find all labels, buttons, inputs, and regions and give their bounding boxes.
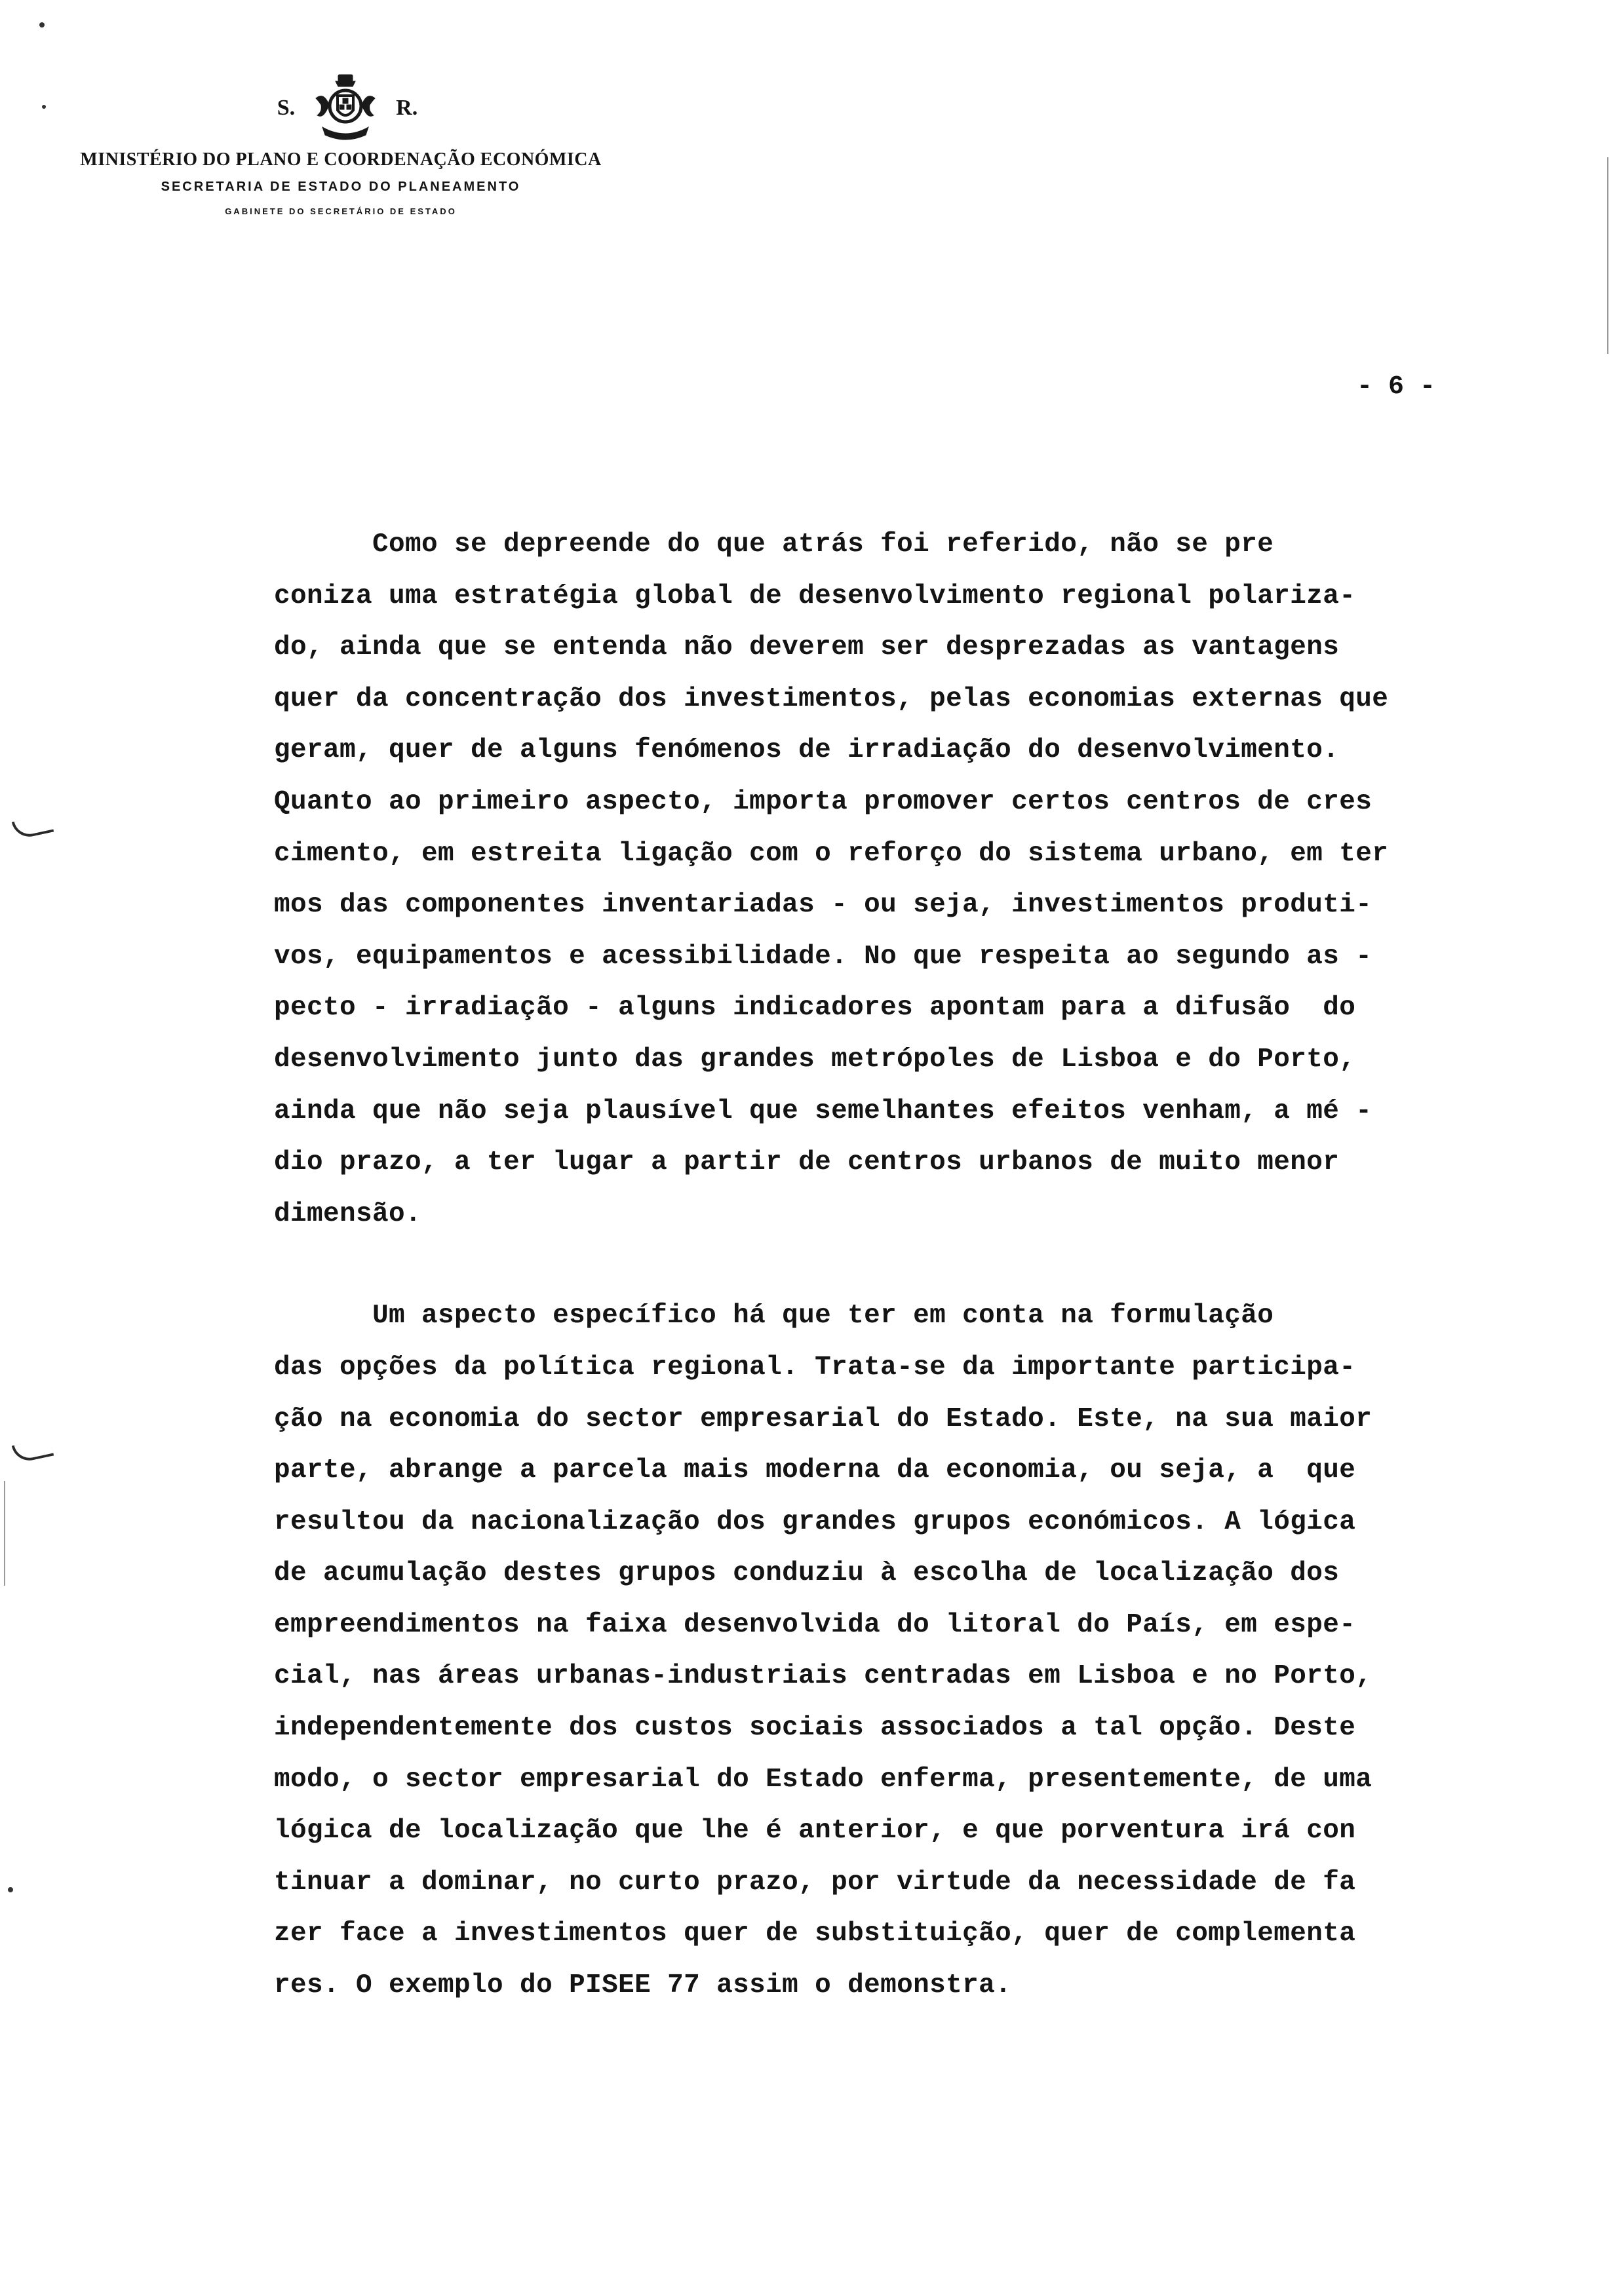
initial-left: S. [277, 96, 296, 120]
scan-edge-line [4, 1481, 5, 1586]
text-line: zer face a investimentos quer de substituição, quer de complementa [274, 1919, 1356, 1949]
text-line: dimensão. [274, 1198, 422, 1229]
document-body [274, 519, 1480, 2012]
secretaria-name: SECRETARIA DE ESTADO DO PLANEAMENTO [161, 180, 521, 194]
paragraph-2 [274, 1290, 1480, 2011]
text-line: empreendimentos na faixa desenvolvida do litoral do País, em espe- [274, 1609, 1356, 1640]
text-line: modo, o sector empresarial do Estado enferma, presentemente, de uma [274, 1764, 1372, 1795]
text-line: parte, abrange a parcela mais moderna da economia, ou seja, a que [274, 1455, 1356, 1486]
letterhead [39, 72, 642, 216]
text-line: Um aspecto específico há que ter em conta na formulação [274, 1301, 1274, 1331]
coat-of-arms-icon [309, 72, 381, 144]
letterhead-initials [52, 72, 642, 144]
text-line: tinuar a dominar, no curto prazo, por virtude da necessidade de fa [274, 1867, 1356, 1898]
text-line: vos, equipamentos e acessibilidade. No que respeita ao segundo as - [274, 941, 1372, 972]
text-line: geram, quer de alguns fenómenos de irradiação do desenvolvimento. [274, 735, 1340, 766]
text-line: desenvolvimento junto das grandes metrópoles de Lisboa e do Porto, [274, 1044, 1356, 1075]
gabinete-name: GABINETE DO SECRETÁRIO DE ESTADO [225, 206, 457, 216]
text-line: Quanto ao primeiro aspecto, importa promover certos centros de cres [274, 786, 1372, 817]
text-line: cial, nas áreas urbanas-industriais centradas em Lisboa e no Porto, [274, 1661, 1372, 1692]
scan-speck [42, 105, 46, 109]
scan-edge-line [1607, 157, 1608, 354]
text-line: das opções da política regional. Trata-se da importante participa- [274, 1352, 1356, 1383]
text-line: res. O exemplo do PISEE 77 assim o demonstra. [274, 1970, 1012, 2001]
initial-right: R. [396, 96, 418, 120]
text-line: cimento, em estreita ligação com o reforço do sistema urbano, em ter [274, 838, 1389, 869]
text-line: coniza uma estratégia global de desenvolvimento regional polariza- [274, 581, 1356, 611]
punch-hole-mark [12, 814, 54, 840]
text-line: do, ainda que se entenda não deverem ser desprezadas as vantagens [274, 632, 1340, 663]
text-line: mos das componentes inventariadas - ou seja, investimentos produti- [274, 890, 1372, 921]
scan-speck [8, 1887, 13, 1892]
text-line: resultou da nacionalização dos grandes grupos económicos. A lógica [274, 1506, 1356, 1537]
punch-hole-mark [12, 1438, 54, 1464]
text-line: independentemente dos custos sociais associados a tal opção. Deste [274, 1713, 1356, 1744]
ministry-name: MINISTÉRIO DO PLANO E COORDENAÇÃO ECONÓMICA [80, 149, 602, 170]
text-line: Como se depreende do que atrás foi referido, não se pre [274, 529, 1274, 560]
page-number: - 6 - [1357, 372, 1436, 402]
text-line: pecto - irradiação - alguns indicadores apontam para a difusão do [274, 993, 1356, 1024]
text-line: dio prazo, a ter lugar a partir de centros urbanos de muito menor [274, 1147, 1340, 1178]
text-line: de acumulação destes grupos conduziu à escolha de localização dos [274, 1558, 1340, 1589]
text-line: quer da concentração dos investimentos, pelas economias externas que [274, 683, 1389, 714]
text-line: ção na economia do sector empresarial do Estado. Este, na sua maior [274, 1404, 1372, 1434]
paragraph-1 [274, 519, 1480, 1240]
text-line: ainda que não seja plausível que semelhantes efeitos venham, a mé - [274, 1096, 1372, 1126]
text-line: lógica de localização que lhe é anterior, e que porventura irá con [274, 1816, 1356, 1846]
scan-speck [39, 22, 45, 28]
